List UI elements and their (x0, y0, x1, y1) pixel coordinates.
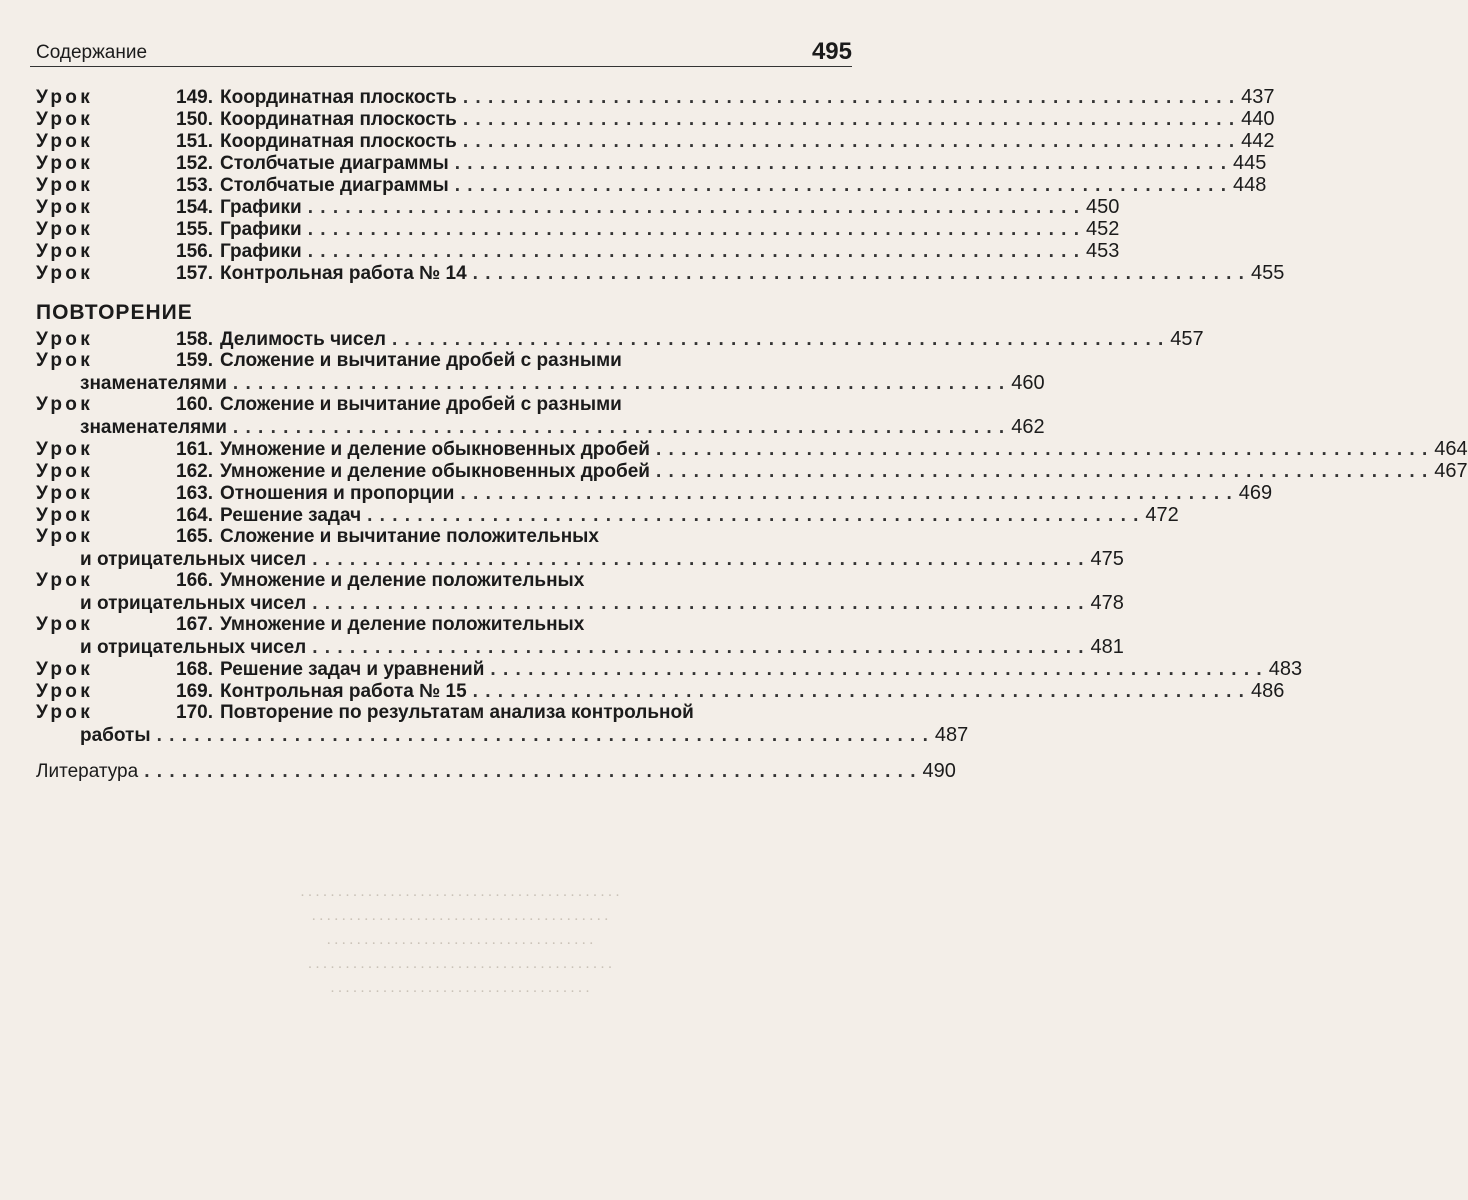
lesson-number: 151. (176, 131, 213, 152)
lesson-number: 170. (176, 702, 213, 723)
toc-entry-line (36, 130, 1275, 152)
toc-entry-line (36, 108, 1275, 130)
dot-leader: . . . . . . . . . . . . . . . . . . . . . . . . . . . . . . . . . . . . . . . . . . . . . . . . . . . . . . . . . . . . . . (392, 329, 1165, 350)
dot-leader: . . . . . . . . . . . . . . . . . . . . . . . . . . . . . . . . . . . . . . . . . . . . . . . . . . . . . . . . . . . . . . (144, 761, 917, 782)
toc-entry-title: Координатная плоскость (220, 109, 457, 130)
lesson-number: 168. (176, 659, 213, 680)
lesson-label: Урок (36, 702, 94, 723)
toc-entry-163[interactable] (36, 482, 1273, 504)
lesson-label: Урок (36, 681, 94, 702)
toc-list-a (36, 86, 1285, 284)
toc-entry-page: 469 (1238, 482, 1273, 504)
toc-entry-line (36, 658, 1303, 680)
dot-leader: . . . . . . . . . . . . . . . . . . . . . . . . . . . . . . . . . . . . . . . . . . . . . . . . . . . . . . . . . . . . . . (655, 439, 1429, 460)
lesson-number: 158. (176, 329, 213, 350)
toc-entry-page: 481 (1090, 636, 1124, 658)
toc-entry-166[interactable] (36, 570, 1124, 614)
dot-leader: . . . . . . . . . . . . . . . . . . . . . . . . . . . . . . . . . . . . . . . . . . . . . . . . . . . . . . . . . . . . . . (232, 417, 1006, 438)
toc-entry-title: Сложение и вычитание дробей с разными (220, 350, 622, 371)
toc-entry-title: Сложение и вычитание дробей с разными (220, 394, 622, 415)
running-head: Содержание (36, 42, 148, 63)
lesson-label: Урок (36, 329, 94, 350)
toc-entry-155[interactable] (36, 218, 1120, 240)
toc-entry-title: Решение задач (220, 505, 362, 526)
toc-entry-continuation (36, 548, 1124, 570)
toc-entry-title: Графики (220, 241, 302, 262)
dot-leader: . . . . . . . . . . . . . . . . . . . . . . . . . . . . . . . . . . . . . . . . . . . . . . . . . . . . . . . . . . . . . . (312, 593, 1085, 614)
dot-leader: . . . . . . . . . . . . . . . . . . . . . . . . . . . . . . . . . . . . . . . . . . . . . . . . . . . . . . . . . . . . . . (156, 725, 929, 746)
toc-entry-170[interactable] (36, 702, 969, 746)
toc-entry-page: 475 (1090, 548, 1124, 570)
toc-entry-title-cont: знаменателями (80, 373, 227, 394)
lesson-number: 152. (176, 153, 213, 174)
lesson-number: 150. (176, 109, 213, 130)
toc-entry-title-cont: и отрицательных чисел (80, 593, 307, 614)
toc-entry-156[interactable] (36, 240, 1120, 262)
lesson-number: 169. (176, 681, 213, 702)
toc-entry-page: 457 (1170, 328, 1204, 350)
lesson-label: Урок (36, 659, 94, 680)
dot-leader: . . . . . . . . . . . . . . . . . . . . . . . . . . . . . . . . . . . . . . . . . . . . . . . . . . . . . . . . . . . . . . (312, 549, 1085, 570)
lesson-number: 153. (176, 175, 213, 196)
toc-entry-151[interactable] (36, 130, 1275, 152)
lesson-label: Урок (36, 219, 94, 240)
toc-entry-line (36, 86, 1275, 108)
toc-entry-page: 467 (1434, 460, 1468, 482)
dot-leader: . . . . . . . . . . . . . . . . . . . . . . . . . . . . . . . . . . . . . . . . . . . . . . . . . . . . . . . . . . . . . . (307, 197, 1081, 218)
lesson-label: Урок (36, 394, 94, 415)
toc-entry-title: Столбчатые диаграммы (220, 153, 449, 174)
toc-entry-165[interactable] (36, 526, 1124, 570)
toc-entry-page: 445 (1233, 152, 1267, 174)
toc-entry-page: 437 (1241, 86, 1275, 108)
toc-entry-line (36, 614, 824, 636)
toc-entry-line (36, 350, 824, 372)
toc-entry-title-cont: работы (80, 725, 151, 746)
lesson-label: Урок (36, 197, 94, 218)
toc-entry-line (36, 702, 824, 724)
toc-entry-title: Сложение и вычитание положительных (220, 526, 599, 547)
dot-leader: . . . . . . . . . . . . . . . . . . . . . . . . . . . . . . . . . . . . . . . . . . . . . . . . . . . . . . . . . . . . . . (462, 131, 1236, 152)
section-heading: ПОВТОРЕНИЕ (36, 301, 193, 324)
toc-entry-title: Контрольная работа № 14 (220, 263, 467, 284)
toc-entry-title: Координатная плоскость (220, 131, 457, 152)
toc-entry-line (36, 504, 1179, 526)
toc-entry-continuation (36, 636, 1124, 658)
toc-entry-page: 452 (1086, 218, 1120, 240)
lesson-number: 163. (176, 483, 213, 504)
toc-entry-line (36, 438, 1468, 460)
toc-entry-title: Отношения и пропорции (220, 483, 455, 504)
lesson-number: 154. (176, 197, 213, 218)
toc-entry-title: Столбчатые диаграммы (220, 175, 449, 196)
toc-entry-page: 483 (1268, 658, 1303, 680)
lesson-label: Урок (36, 483, 94, 504)
lesson-label: Урок (36, 153, 94, 174)
toc-entry-153[interactable] (36, 174, 1267, 196)
lesson-number: 167. (176, 614, 213, 635)
lesson-number: 149. (176, 87, 213, 108)
toc-entry-line (36, 196, 1120, 218)
page-number: 495 (811, 38, 852, 65)
toc-entry-page: 442 (1241, 130, 1275, 152)
lesson-number: 166. (176, 570, 213, 591)
dot-leader: . . . . . . . . . . . . . . . . . . . . . . . . . . . . . . . . . . . . . . . . . . . . . . . . . . . . . . . . . . . . . . (472, 681, 1245, 702)
lesson-number: 160. (176, 394, 213, 415)
toc-entry-title: Графики (220, 219, 302, 240)
toc-entry-page: 486 (1250, 680, 1285, 702)
toc-entry-169[interactable] (36, 680, 1285, 702)
lesson-label: Урок (36, 526, 94, 547)
page-header (30, 40, 852, 67)
toc-entry-line (36, 482, 1273, 504)
lesson-number: 162. (176, 461, 213, 482)
toc-entry-line (36, 394, 824, 416)
toc-entry-167[interactable] (36, 614, 1124, 658)
lesson-label: Урок (36, 109, 94, 130)
toc-entry-page: 460 (1011, 372, 1045, 394)
lesson-number: 155. (176, 219, 213, 240)
lesson-label: Урок (36, 570, 94, 591)
toc-entry-page: 455 (1250, 262, 1285, 284)
toc-list-b (36, 328, 1468, 746)
toc-entry-line (36, 174, 1267, 196)
toc-entry-title: Графики (220, 197, 302, 218)
toc-entry-157[interactable] (36, 262, 1285, 284)
dot-leader: . . . . . . . . . . . . . . . . . . . . . . . . . . . . . . . . . . . . . . . . . . . . . . . . . . . . . . . . . . . . . . (307, 241, 1081, 262)
toc-entry-line (36, 240, 1120, 262)
toc-entry-continuation (36, 416, 1045, 438)
toc-entry-literature[interactable] (36, 760, 956, 782)
toc-entry-line (36, 218, 1120, 240)
toc-entry-154[interactable] (36, 196, 1120, 218)
dot-leader: . . . . . . . . . . . . . . . . . . . . . . . . . . . . . . . . . . . . . . . . . . . . . . . . . . . . . . . . . . . . . . (655, 461, 1429, 482)
toc-entry-page: 440 (1241, 108, 1275, 130)
toc-entry-150[interactable] (36, 108, 1275, 130)
lesson-number: 159. (176, 350, 213, 371)
dot-leader: . . . . . . . . . . . . . . . . . . . . . . . . . . . . . . . . . . . . . . . . . . . . . . . . . . . . . . . . . . . . . . (367, 505, 1140, 526)
toc-entry-page: 453 (1086, 240, 1120, 262)
toc-entry-title: Повторение по результатам анализа контрольной (220, 702, 694, 723)
toc-entry-title-cont: знаменателями (80, 417, 227, 438)
lesson-label: Урок (36, 439, 94, 460)
lesson-label: Урок (36, 505, 94, 526)
toc-entry-page: 487 (934, 724, 969, 746)
toc-entry-149[interactable] (36, 86, 1275, 108)
toc-entry-168[interactable] (36, 658, 1303, 680)
toc-entry-title-cont: и отрицательных чисел (80, 637, 307, 658)
lesson-number: 161. (176, 439, 213, 460)
lesson-label: Урок (36, 87, 94, 108)
lesson-number: 156. (176, 241, 213, 262)
toc-entry-title: Делимость чисел (220, 329, 386, 350)
toc-entry-line (36, 526, 824, 548)
toc-entry-title: Контрольная работа № 15 (220, 681, 467, 702)
lesson-label: Урок (36, 131, 94, 152)
dot-leader: . . . . . . . . . . . . . . . . . . . . . . . . . . . . . . . . . . . . . . . . . . . . . . . . . . . . . . . . . . . . . . (454, 153, 1227, 174)
lesson-label: Урок (36, 263, 94, 284)
dot-leader: . . . . . . . . . . . . . . . . . . . . . . . . . . . . . . . . . . . . . . . . . . . . . . . . . . . . . . . . . . . . . . (460, 483, 1233, 504)
lesson-label: Урок (36, 614, 94, 635)
toc-entry-title: Координатная плоскость (220, 87, 457, 108)
toc-entry-164[interactable] (36, 504, 1179, 526)
lesson-number: 157. (176, 263, 213, 284)
table-of-contents (36, 86, 1468, 782)
toc-entry-line (36, 680, 1285, 702)
bleed-through-text: . . . . . . . . . . . . . . . . . . . . . . . . . . . . . . . . . . . . . . . . . . . . . . . . . . . . . . . . . . . . . . . . . . . . . . . . . . . . . . . . . . . . . . . . . . . . . . . . . . . . . . . . . . . . . . . . . . . . . . . . . . . . . . . . . . . . . . . . . . . . . . . . . . . . . . . . . . . . . . . . . . . . . . . . . . . . . . . . . . . . . . . . . . . . . . . . . . . (300, 884, 620, 996)
lesson-label: Урок (36, 350, 94, 371)
toc-entry-159[interactable] (36, 350, 1045, 394)
lesson-label: Урок (36, 175, 94, 196)
dot-leader: . . . . . . . . . . . . . . . . . . . . . . . . . . . . . . . . . . . . . . . . . . . . . . . . . . . . . . . . . . . . . . (462, 87, 1236, 108)
toc-entry-page: 462 (1011, 416, 1045, 438)
lesson-label: Урок (36, 241, 94, 262)
dot-leader: . . . . . . . . . . . . . . . . . . . . . . . . . . . . . . . . . . . . . . . . . . . . . . . . . . . . . . . . . . . . . . (472, 263, 1245, 284)
lesson-number: 164. (176, 505, 213, 526)
dot-leader: . . . . . . . . . . . . . . . . . . . . . . . . . . . . . . . . . . . . . . . . . . . . . . . . . . . . . . . . . . . . . . (462, 109, 1236, 130)
toc-entry-title: Умножение и деление положительных (220, 614, 585, 635)
dot-leader: . . . . . . . . . . . . . . . . . . . . . . . . . . . . . . . . . . . . . . . . . . . . . . . . . . . . . . . . . . . . . . (232, 373, 1006, 394)
toc-entry-page: 472 (1145, 504, 1179, 526)
toc-entry-title: Умножение и деление положительных (220, 570, 585, 591)
dot-leader: . . . . . . . . . . . . . . . . . . . . . . . . . . . . . . . . . . . . . . . . . . . . . . . . . . . . . . . . . . . . . . (307, 219, 1081, 240)
toc-entry-line (36, 262, 1285, 284)
toc-entry-162[interactable] (36, 460, 1468, 482)
toc-entry-title-cont: и отрицательных чисел (80, 549, 307, 570)
toc-entry-page: 464 (1434, 438, 1468, 460)
toc-entry-158[interactable] (36, 328, 1204, 350)
dot-leader: . . . . . . . . . . . . . . . . . . . . . . . . . . . . . . . . . . . . . . . . . . . . . . . . . . . . . . . . . . . . . . (312, 637, 1085, 658)
toc-entry-page: 450 (1086, 196, 1120, 218)
toc-entry-page: 448 (1233, 174, 1267, 196)
toc-entry-line (36, 460, 1468, 482)
toc-entry-page: 490 (922, 760, 956, 782)
toc-entry-title: Умножение и деление обыкновенных дробей (220, 461, 650, 482)
toc-entry-title: Умножение и деление обыкновенных дробей (220, 439, 650, 460)
toc-entry-continuation (36, 372, 1045, 394)
toc-entry-continuation (36, 724, 969, 746)
toc-entry-line (36, 152, 1267, 174)
lesson-label: Урок (36, 461, 94, 482)
toc-entry-continuation (36, 592, 1124, 614)
dot-leader: . . . . . . . . . . . . . . . . . . . . . . . . . . . . . . . . . . . . . . . . . . . . . . . . . . . . . . . . . . . . . . (454, 175, 1227, 196)
toc-entry-line (36, 328, 1204, 350)
toc-entry-title: Литература (36, 761, 139, 782)
toc-entry-line (36, 570, 824, 592)
toc-entry-160[interactable] (36, 394, 1045, 438)
toc-entry-page: 478 (1090, 592, 1124, 614)
lesson-number: 165. (176, 526, 213, 547)
toc-entry-161[interactable] (36, 438, 1468, 460)
toc-entry-title: Решение задач и уравнений (220, 659, 485, 680)
dot-leader: . . . . . . . . . . . . . . . . . . . . . . . . . . . . . . . . . . . . . . . . . . . . . . . . . . . . . . . . . . . . . . (490, 659, 1263, 680)
toc-entry-152[interactable] (36, 152, 1267, 174)
